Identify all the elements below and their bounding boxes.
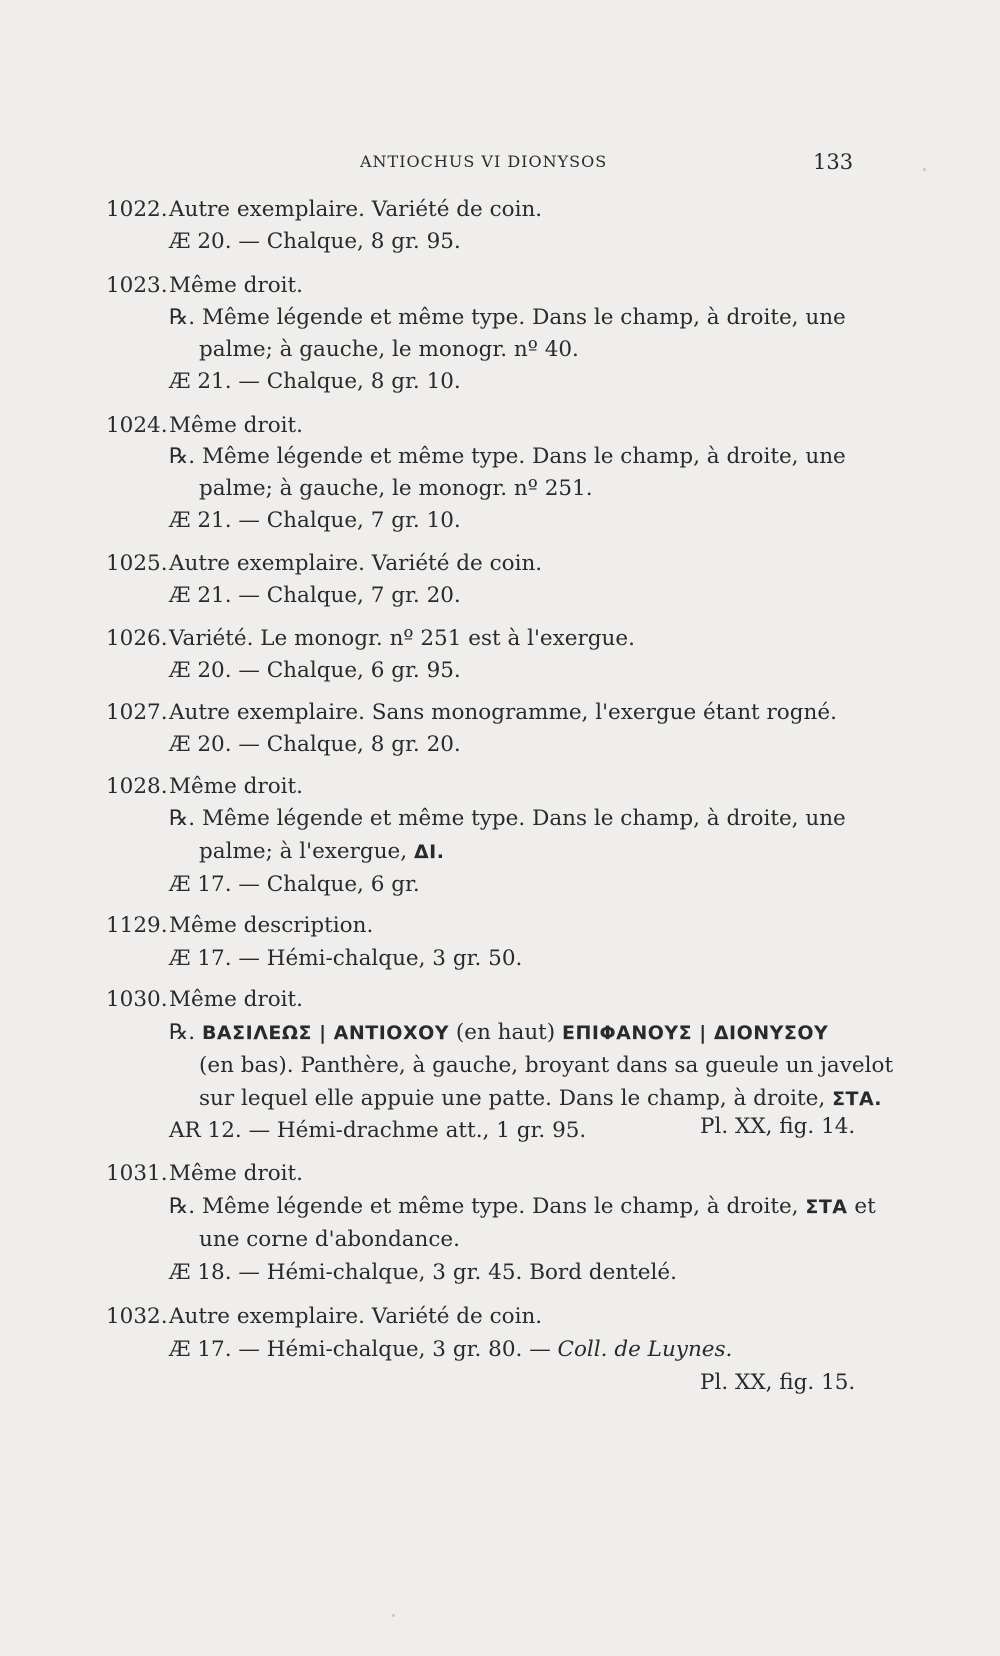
page-number: 133 [813,150,854,174]
entry-heading: Même description. [169,913,374,938]
entry-number: 1024. [106,413,168,438]
entry-heading: Même droit. [169,1161,304,1186]
entry-number: 1025. [106,551,168,576]
entry-number: 1129. [106,913,168,938]
weight-text: Æ 17. — Hémi-chalque, 3 gr. 80. — [169,1337,558,1362]
collection-reference: Coll. de Luynes. [557,1337,733,1362]
entry-number: 1023. [106,273,168,298]
entry-heading: Même droit. [169,987,304,1012]
entry-weight: Æ 21. — Chalque, 7 gr. 10. [169,508,461,533]
entry-weight [169,1336,732,1364]
entry-reverse [169,1019,828,1047]
entry-number: 1028. [106,774,168,799]
reverse-text: sur lequel elle appuie une patte. Dans le champ, à droite, [199,1086,833,1111]
entry-weight: Æ 18. — Hémi-chalque, 3 gr. 45. Bord dentelé. [169,1260,677,1285]
reverse-text: ℞. Même légende et même type. Dans le champ, à droite, [169,1194,806,1219]
greek-letters: ΣΤΑ. [832,1088,882,1110]
legend-position-top: (en haut) [449,1020,563,1045]
running-title: ANTIOCHUS VI DIONYSOS [360,152,608,171]
reverse-text: palme; à l'exergue, [199,839,414,864]
entry-reverse-cont: une corne d'abondance. [199,1227,460,1252]
entry-number: 1031. [106,1161,168,1186]
entry-reverse-cont [199,838,444,866]
entry-reverse-cont: (en bas). Panthère, à gauche, broyant dans sa gueule un javelot [199,1053,894,1078]
entry-reverse [169,1193,876,1221]
greek-letters: ΣΤΑ [805,1196,848,1218]
entry-reverse-cont: palme; à gauche, le monogr. nº 251. [199,476,593,501]
entry-reverse-cont [199,1085,882,1113]
entry-heading: Autre exemplaire. Variété de coin. [169,1304,543,1329]
entry-heading: Variété. Le monogr. nº 251 est à l'exergue. [169,626,635,651]
greek-legend-top: ΒΑΣΙΛΕΩΣ | ΑΝΤΙΟΧΟΥ [201,1022,450,1044]
entry-heading: Autre exemplaire. Variété de coin. [169,197,543,222]
entry-weight: Æ 17. — Hémi-chalque, 3 gr. 50. [169,946,523,971]
entry-number: 1026. [106,626,168,651]
entry-weight: Æ 21. — Chalque, 7 gr. 20. [169,583,461,608]
paper-speck [392,1614,395,1617]
entry-heading: Autre exemplaire. Sans monogramme, l'exergue étant rogné. [169,700,837,725]
entry-weight: Æ 21. — Chalque, 8 gr. 10. [169,369,461,394]
entry-number: 1032. [106,1304,168,1329]
entry-number: 1027. [106,700,168,725]
reverse-text-end: et [847,1194,876,1219]
entry-weight: Æ 20. — Chalque, 6 gr. 95. [169,658,461,683]
entry-reverse: ℞. Même légende et même type. Dans le champ, à droite, une [169,305,846,330]
entry-weight: Æ 20. — Chalque, 8 gr. 20. [169,732,461,757]
greek-letters: ΔΙ. [413,841,445,863]
entry-reverse-cont: palme; à gauche, le monogr. nº 40. [199,337,579,362]
entry-heading: Même droit. [169,413,304,438]
entry-weight: Æ 17. — Chalque, 6 gr. [169,872,420,897]
entry-weight: Æ 20. — Chalque, 8 gr. 95. [169,229,461,254]
entry-heading: Autre exemplaire. Variété de coin. [169,551,543,576]
entry-number: 1030. [106,987,168,1012]
paper-speck [923,168,926,171]
entry-reverse: ℞. Même légende et même type. Dans le champ, à droite, une [169,806,846,831]
greek-legend-bottom: ΕΠΙΦΑΝΟΥΣ | ΔΙΟΝΥΣΟΥ [562,1022,829,1044]
entry-heading: Même droit. [169,273,304,298]
running-head [0,152,1000,182]
entry-weight: AR 12. — Hémi-drachme att., 1 gr. 95. [169,1118,587,1143]
entry-reverse: ℞. Même légende et même type. Dans le champ, à droite, une [169,444,846,469]
reverse-mark: ℞. [169,1020,202,1045]
entry-number: 1022. [106,197,168,222]
entry-heading: Même droit. [169,774,304,799]
plate-reference: Pl. XX, fig. 14. [700,1114,856,1139]
plate-reference: Pl. XX, fig. 15. [700,1370,856,1395]
